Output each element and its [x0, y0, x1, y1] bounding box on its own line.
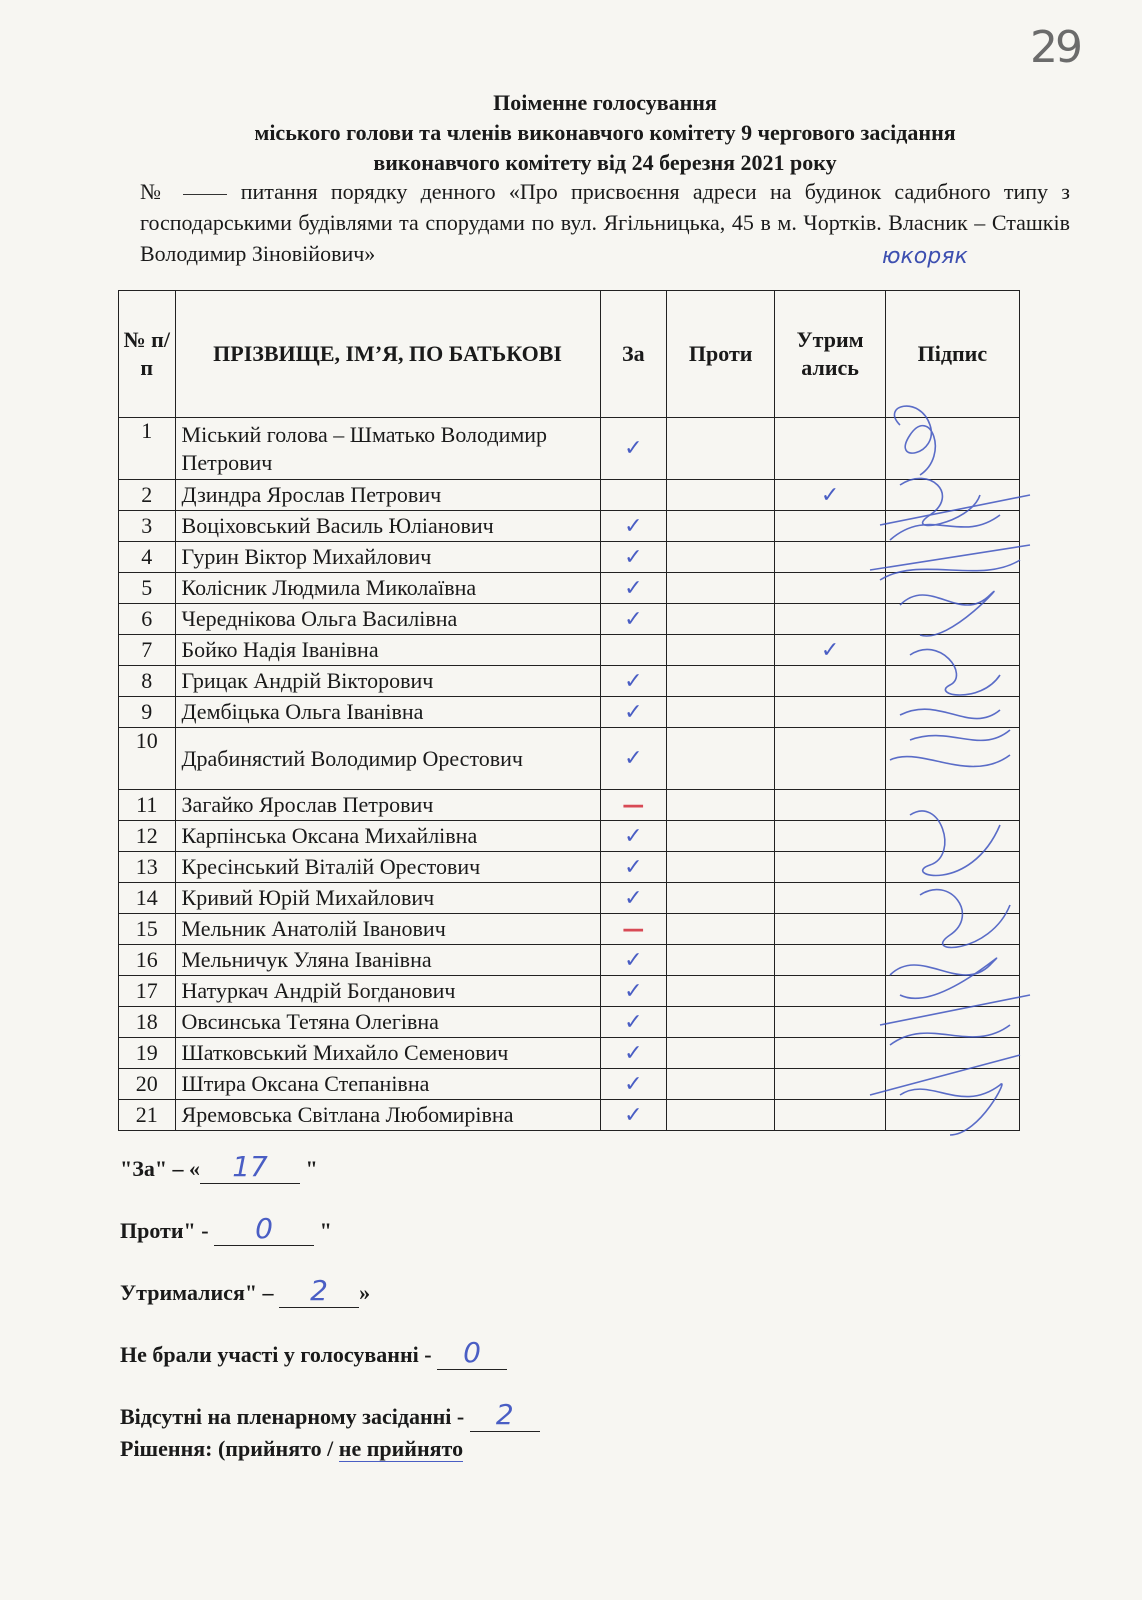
table-row [119, 573, 1020, 604]
signature-cell [885, 1007, 1019, 1038]
vote-proty-mark [667, 480, 775, 511]
table-row [119, 635, 1020, 666]
vote-utrymalys-mark [775, 666, 885, 697]
table-row [119, 511, 1020, 542]
row-number: 15 [119, 914, 176, 945]
handwritten-note: юкоряк [882, 244, 968, 269]
row-number: 19 [119, 1038, 176, 1069]
signature-cell [885, 976, 1019, 1007]
vote-za-mark: ✓ [600, 1069, 666, 1100]
vote-proty-mark [667, 976, 775, 1007]
vote-summary [120, 1150, 540, 1462]
member-name: Бойко Надія Іванівна [175, 635, 600, 666]
vote-proty-mark [667, 1007, 775, 1038]
vote-za-mark: — [600, 914, 666, 945]
row-number: 6 [119, 604, 176, 635]
voting-table [118, 290, 1020, 1131]
vote-za-mark [600, 480, 666, 511]
vote-za-mark: — [600, 790, 666, 821]
signature-cell [885, 1100, 1019, 1131]
summary-utr-value: 2 [279, 1274, 359, 1308]
signature-cell [885, 1069, 1019, 1100]
summary-utrymalys [120, 1274, 540, 1336]
vote-za-mark: ✓ [600, 728, 666, 790]
table-body [119, 418, 1020, 1131]
member-name: Дзиндра Ярослав Петрович [175, 480, 600, 511]
table-row [119, 852, 1020, 883]
table-row [119, 1069, 1020, 1100]
vote-za-mark: ✓ [600, 1038, 666, 1069]
vote-proty-mark [667, 1069, 775, 1100]
summary-za-value: 17 [200, 1150, 300, 1184]
table-row [119, 604, 1020, 635]
member-name: Кресінський Віталій Орестович [175, 852, 600, 883]
document-header [140, 88, 1070, 178]
vote-utrymalys-mark [775, 728, 885, 790]
member-name: Воціховський Василь Юліанович [175, 511, 600, 542]
table-row [119, 666, 1020, 697]
vote-za-mark: ✓ [600, 697, 666, 728]
vote-za-mark: ✓ [600, 604, 666, 635]
row-number: 17 [119, 976, 176, 1007]
vote-utrymalys-mark [775, 604, 885, 635]
member-name: Колісник Людмила Миколаївна [175, 573, 600, 604]
vote-proty-mark [667, 1038, 775, 1069]
row-number: 4 [119, 542, 176, 573]
summary-proty-label: Проти" - [120, 1218, 215, 1243]
member-name: Яремовська Світлана Любомирівна [175, 1100, 600, 1131]
row-number: 14 [119, 883, 176, 914]
member-name: Овсинська Тетяна Олегівна [175, 1007, 600, 1038]
table-row [119, 821, 1020, 852]
header-num: № п/п [119, 291, 176, 418]
header-date: виконавчого комітету від 24 березня 2021 року [373, 150, 837, 175]
vote-za-mark: ✓ [600, 945, 666, 976]
vote-proty-mark [667, 1100, 775, 1131]
signature-cell [885, 914, 1019, 945]
vote-proty-mark [667, 418, 775, 480]
row-number: 16 [119, 945, 176, 976]
summary-vidsutni-label: Відсутні на пленарному засіданні - [120, 1404, 470, 1429]
signature-cell [885, 480, 1019, 511]
member-name: Загайко Ярослав Петрович [175, 790, 600, 821]
row-number: 11 [119, 790, 176, 821]
table-row [119, 418, 1020, 480]
summary-vidsutni-value: 2 [470, 1398, 540, 1432]
vote-proty-mark [667, 728, 775, 790]
vote-utrymalys-mark [775, 976, 885, 1007]
summary-proty-value: 0 [214, 1212, 314, 1246]
table-row [119, 542, 1020, 573]
summary-ne-braly-value: 0 [437, 1336, 507, 1370]
member-name: Драбинястий Володимир Орестович [175, 728, 600, 790]
table-row [119, 1007, 1020, 1038]
table-row [119, 697, 1020, 728]
member-name: Череднікова Ольга Василівна [175, 604, 600, 635]
table-header-row [119, 291, 1020, 418]
header-za: За [600, 291, 666, 418]
table-row [119, 480, 1020, 511]
row-number: 12 [119, 821, 176, 852]
row-number: 18 [119, 1007, 176, 1038]
header-utrymalys: Утрим ались [775, 291, 885, 418]
member-name: Натуркач Андрій Богданович [175, 976, 600, 1007]
row-number: 7 [119, 635, 176, 666]
vote-proty-mark [667, 821, 775, 852]
vote-za-mark: ✓ [600, 1007, 666, 1038]
vote-utrymalys-mark [775, 883, 885, 914]
summary-proty [120, 1212, 540, 1274]
row-number: 8 [119, 666, 176, 697]
table-row [119, 1038, 1020, 1069]
summary-decision [120, 1436, 540, 1462]
member-name: Штира Оксана Степанівна [175, 1069, 600, 1100]
vote-proty-mark [667, 883, 775, 914]
summary-utr-end: » [359, 1280, 371, 1305]
member-name: Мельничук Уляна Іванівна [175, 945, 600, 976]
row-number: 3 [119, 511, 176, 542]
summary-proty-end: " [314, 1218, 332, 1243]
member-name: Шатковський Михайло Семенович [175, 1038, 600, 1069]
member-name: Кривий Юрій Михайлович [175, 883, 600, 914]
signature-cell [885, 666, 1019, 697]
vote-za-mark: ✓ [600, 542, 666, 573]
signature-cell [885, 511, 1019, 542]
summary-za-end: " [300, 1156, 318, 1181]
signature-cell [885, 697, 1019, 728]
vote-proty-mark [667, 945, 775, 976]
header-title: Поіменне голосування [493, 90, 717, 115]
member-name: Карпінська Оксана Михайлівна [175, 821, 600, 852]
page-number: 29 [1030, 22, 1080, 73]
signature-cell [885, 418, 1019, 480]
vote-za-mark: ✓ [600, 573, 666, 604]
member-name: Мельник Анатолій Іванович [175, 914, 600, 945]
vote-proty-mark [667, 604, 775, 635]
row-number: 2 [119, 480, 176, 511]
header-name: ПРІЗВИЩЕ, ІМ’Я, ПО БАТЬКОВІ [175, 291, 600, 418]
row-number: 21 [119, 1100, 176, 1131]
signature-cell [885, 883, 1019, 914]
signature-cell [885, 790, 1019, 821]
vote-proty-mark [667, 697, 775, 728]
vote-utrymalys-mark [775, 1038, 885, 1069]
vote-proty-mark [667, 573, 775, 604]
summary-za-label: "За" – « [120, 1156, 201, 1181]
vote-utrymalys-mark [775, 790, 885, 821]
vote-utrymalys-mark [775, 852, 885, 883]
table-row [119, 1100, 1020, 1131]
decision-choice: не прийнято [338, 1436, 464, 1461]
vote-za-mark: ✓ [600, 821, 666, 852]
signature-cell [885, 542, 1019, 573]
vote-utrymalys-mark [775, 697, 885, 728]
vote-proty-mark [667, 666, 775, 697]
vote-utrymalys-mark [775, 418, 885, 480]
vote-proty-mark [667, 635, 775, 666]
vote-utrymalys-mark: ✓ [775, 635, 885, 666]
vote-utrymalys-mark [775, 945, 885, 976]
decision-label: Рішення: (прийнято / [120, 1436, 339, 1461]
signature-cell [885, 821, 1019, 852]
vote-utrymalys-mark [775, 821, 885, 852]
signature-cell [885, 728, 1019, 790]
question-number-sign: № [140, 179, 169, 204]
table-row [119, 883, 1020, 914]
table-row [119, 790, 1020, 821]
signature-cell [885, 635, 1019, 666]
summary-za [120, 1150, 540, 1212]
signature-cell [885, 1038, 1019, 1069]
member-name: Міський голова – Шматько Володимир Петрович [175, 418, 600, 480]
summary-ne-braly [120, 1336, 540, 1398]
row-number: 13 [119, 852, 176, 883]
vote-utrymalys-mark: ✓ [775, 480, 885, 511]
vote-proty-mark [667, 790, 775, 821]
summary-ne-braly-label: Не брали участі у голосуванні - [120, 1342, 438, 1367]
vote-utrymalys-mark [775, 573, 885, 604]
vote-za-mark: ✓ [600, 666, 666, 697]
question-text: питання порядку денного «Про присвоєння адреси на будинок садибного типу з господарськими будівлями та спорудами по вул. Ягільницька, 45 в м. Чортків. Власник – Сташків Володимир Зіновійович» [140, 179, 1070, 266]
header-pidpys: Підпис [885, 291, 1019, 418]
vote-utrymalys-mark [775, 1100, 885, 1131]
vote-utrymalys-mark [775, 511, 885, 542]
vote-utrymalys-mark [775, 1069, 885, 1100]
vote-za-mark: ✓ [600, 976, 666, 1007]
member-name: Гурин Віктор Михайлович [175, 542, 600, 573]
vote-za-mark [600, 635, 666, 666]
vote-utrymalys-mark [775, 1007, 885, 1038]
row-number: 10 [119, 728, 176, 790]
vote-za-mark: ✓ [600, 511, 666, 542]
signature-cell [885, 945, 1019, 976]
table-row [119, 945, 1020, 976]
member-name: Дембіцька Ольга Іванівна [175, 697, 600, 728]
header-subtitle: міського голови та членів виконавчого комітету 9 чергового засідання [254, 120, 956, 145]
row-number: 5 [119, 573, 176, 604]
summary-utr-label: Утрималися" – [120, 1280, 280, 1305]
vote-za-mark: ✓ [600, 418, 666, 480]
vote-utrymalys-mark [775, 914, 885, 945]
row-number: 1 [119, 418, 176, 480]
member-name: Грицак Андрій Вікторович [175, 666, 600, 697]
table-row [119, 728, 1020, 790]
header-proty: Проти [667, 291, 775, 418]
row-number: 20 [119, 1069, 176, 1100]
vote-za-mark: ✓ [600, 883, 666, 914]
vote-utrymalys-mark [775, 542, 885, 573]
vote-za-mark: ✓ [600, 1100, 666, 1131]
signature-cell [885, 604, 1019, 635]
table-row [119, 914, 1020, 945]
question-number-blank [183, 194, 227, 195]
vote-proty-mark [667, 852, 775, 883]
row-number: 9 [119, 697, 176, 728]
vote-proty-mark [667, 511, 775, 542]
signature-cell [885, 573, 1019, 604]
vote-proty-mark [667, 914, 775, 945]
vote-za-mark: ✓ [600, 852, 666, 883]
vote-proty-mark [667, 542, 775, 573]
table-row [119, 976, 1020, 1007]
signature-cell [885, 852, 1019, 883]
